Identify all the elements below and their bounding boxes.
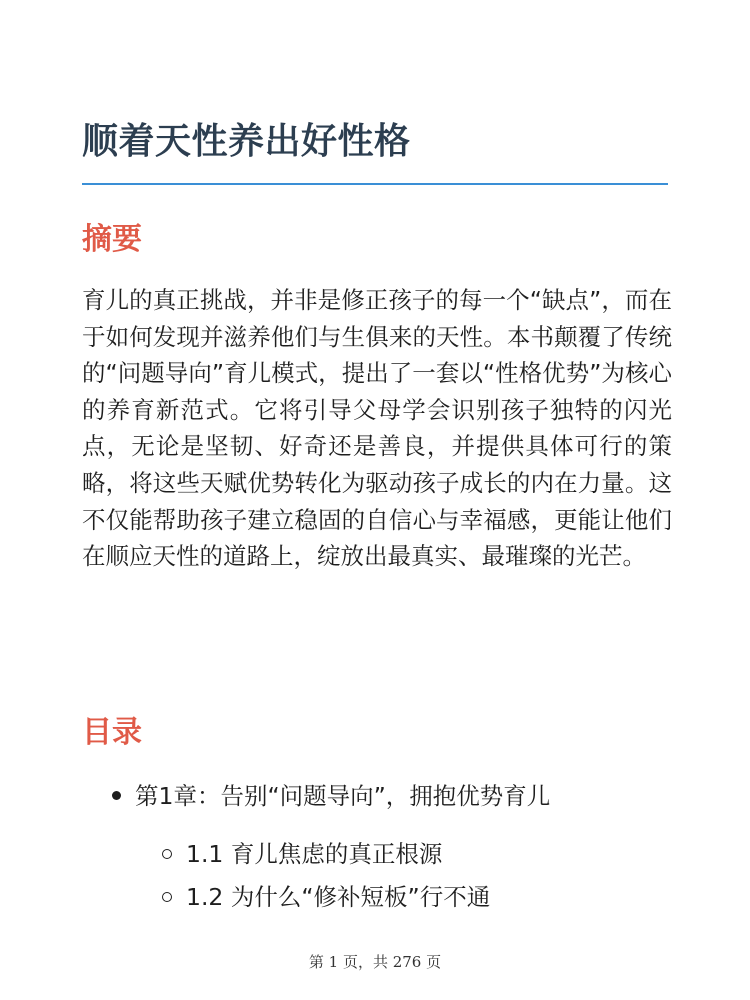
toc-section-label: 1.2 为什么“修补短板”行不通: [186, 883, 491, 911]
toc-section-item[interactable]: [162, 836, 442, 872]
title-divider: [82, 183, 668, 185]
toc-section-label: 1.1 育儿焦虑的真正根源: [186, 840, 443, 868]
page-footer: 第 1 页，共 276 页: [308, 953, 442, 971]
toc-section-item[interactable]: [162, 879, 490, 915]
document-title: 顺着天性养出好性格: [82, 121, 411, 162]
toc-chapter-item[interactable]: [112, 778, 550, 814]
toc-chapter-label: 第1章：告别“问题导向”，拥抱优势育儿: [135, 782, 551, 810]
abstract-paragraph: 育儿的真正挑战，并非是修正孩子的每一个“缺点”，而在于如何发现并滋养他们与生俱来的天性。本书颠覆了传统的“问题导向”育儿模式，提出了一套以“性格优势”为核心的养育新范式。它将引导父母学会识别孩子独特的闪光点，无论是坚韧、好奇还是善良，并提供具体可行的策略，将这些天赋优势转化为驱动孩子成长的内在力量。这不仅能帮助孩子建立稳固的自信心与幸福感，更能让他们在顺应天性的道路上，绽放出最真实、最璀璨的光芒。: [82, 286, 672, 571]
toc-heading: 目录: [82, 715, 142, 750]
abstract-heading: 摘要: [82, 222, 142, 257]
hollow-bullet-icon: [162, 849, 172, 859]
bullet-icon: [112, 791, 121, 800]
hollow-bullet-icon: [162, 892, 172, 902]
